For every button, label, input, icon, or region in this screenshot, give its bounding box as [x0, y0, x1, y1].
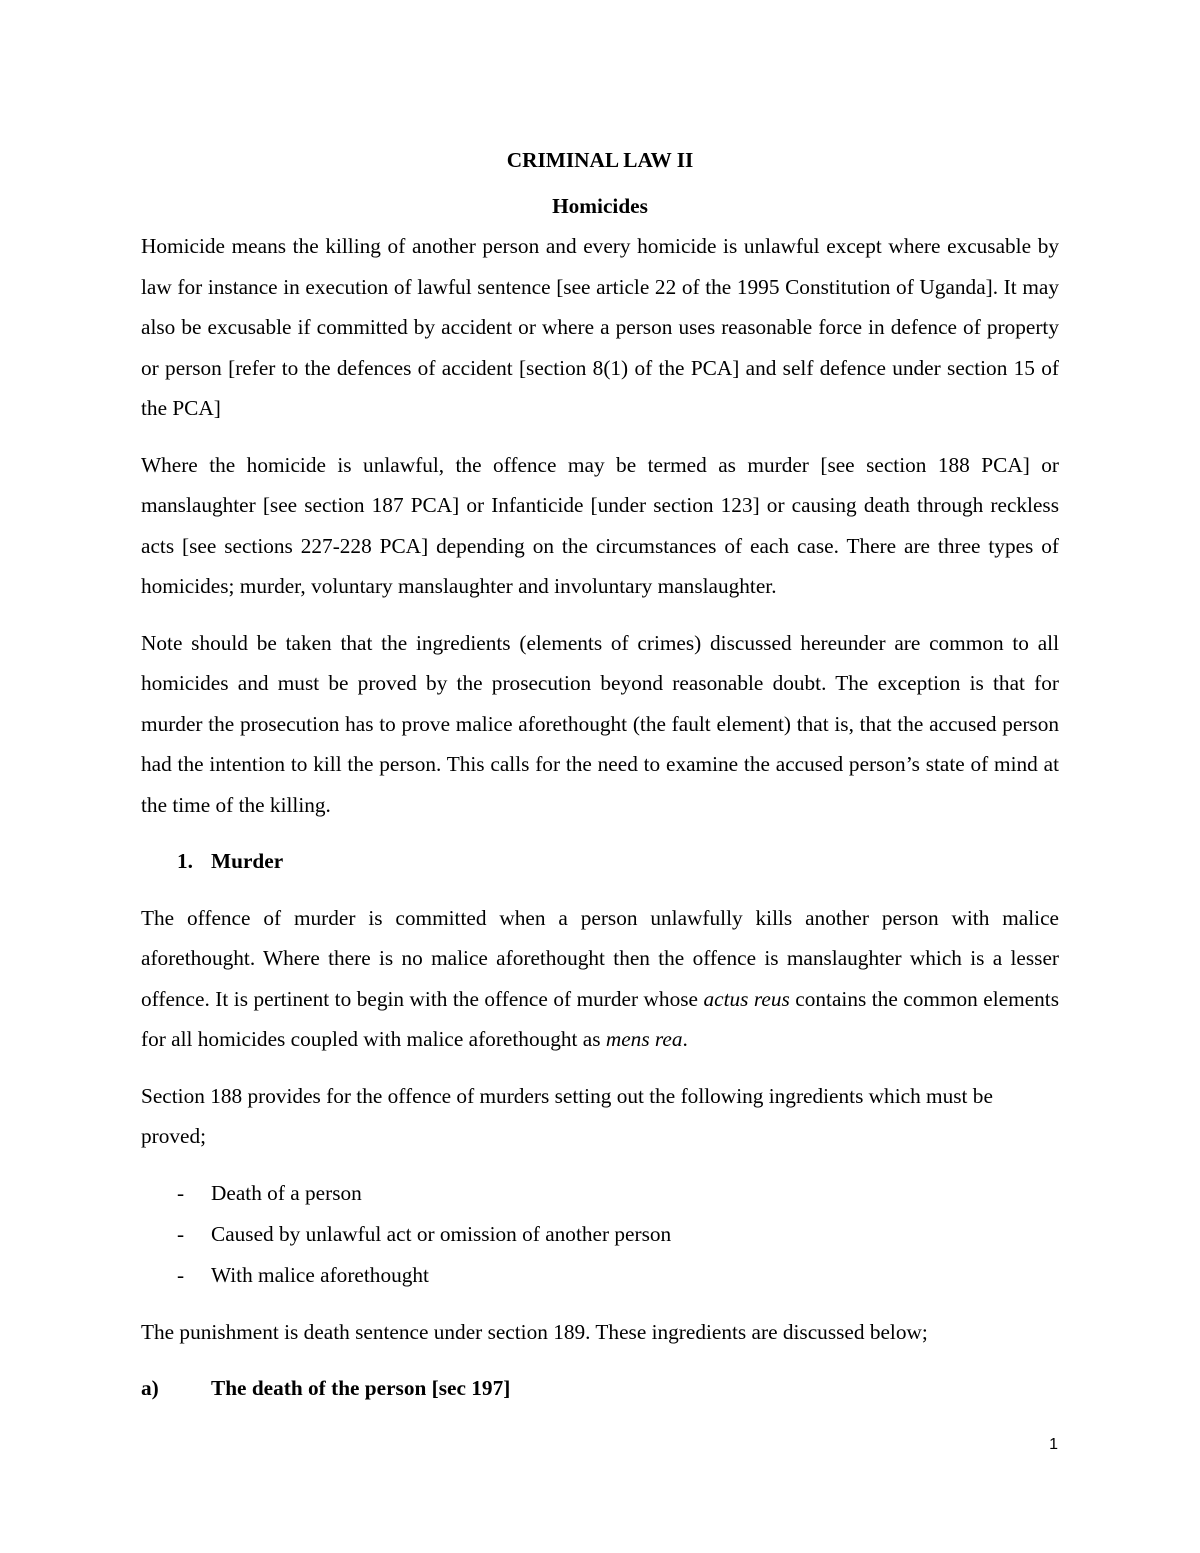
- dash-bullet: -: [177, 1262, 185, 1287]
- subsection-heading-label: The death of the person [sec 197]: [211, 1376, 511, 1400]
- italic-term-mens-rea: mens rea: [605, 1027, 683, 1051]
- paragraph-section-188: Section 188 provides for the offence of murders setting out the following ingredients which must be proved;: [141, 1083, 993, 1148]
- document-title: CRIMINAL LAW II: [506, 148, 694, 172]
- section-heading-label: Murder: [211, 849, 284, 873]
- dash-bullet: -: [177, 1221, 185, 1246]
- list-item-text: Death of a person: [211, 1180, 362, 1205]
- list-item-text: Caused by unlawful act or omission of another person: [211, 1221, 672, 1246]
- list-item: [141, 1255, 1059, 1296]
- section-number: 1.: [177, 849, 193, 873]
- text-run: The offence of murder is committed when a person unlawfully kills another person with malice aforethought. Where there is no malice aforethought then the offence is manslaughter which is a lesser offence. It is pertinent to begin with the offence of murder whose: [141, 905, 1059, 1011]
- paragraph-unlawful-homicide: Where the homicide is unlawful, the offence may be termed as murder [see section 188 PCA] or manslaughter [see section 187 PCA] or Infanticide [under section 123] or causing death through reckless acts [see sections 227-228 PCA] depending on the circumstances of each case. There are three types of homicides; murder, voluntary manslaughter and involuntary manslaughter.: [141, 452, 1059, 598]
- ingredients-list: [141, 1173, 1059, 1296]
- paragraph-murder-definition: [141, 898, 1059, 1060]
- paragraph-ingredients-note: Note should be taken that the ingredients (elements of crimes) discussed hereunder are common to all homicides and must be proved by the prosecution beyond reasonable doubt. The exception is that for murder the prosecution has to prove malice aforethought (the fault element) that is, that the accused person had the intention to kill the person. This calls for the need to examine the accused person’s state of mind at the time of the killing.: [141, 630, 1059, 817]
- page-number: 1: [1049, 1436, 1058, 1453]
- document-body: [141, 140, 1059, 1425]
- subsection-number: a): [141, 1376, 159, 1400]
- subsection-heading-death: [141, 1368, 1059, 1409]
- italic-term-actus-reus: actus reus: [703, 986, 790, 1011]
- list-item: [141, 1173, 1059, 1214]
- document-subtitle: Homicides: [552, 193, 648, 218]
- dash-bullet: -: [177, 1180, 185, 1205]
- text-run: contains the common elements for all homicides coupled with malice aforethought as: [141, 986, 1059, 1051]
- text-run: .: [682, 1027, 688, 1051]
- list-item: [141, 1214, 1059, 1255]
- paragraph-punishment: The punishment is death sentence under section 189. These ingredients are discussed below;: [141, 1319, 928, 1344]
- section-heading-murder: [141, 841, 1059, 882]
- list-item-text: With malice aforethought: [211, 1262, 429, 1287]
- paragraph-homicide-definition: Homicide means the killing of another person and every homicide is unlawful except where excusable by law for instance in execution of lawful sentence [see article 22 of the 1995 Constitution of Uganda]. It may also be excusable if committed by accident or where a person uses reasonable force in defence of property or person [refer to the defences of accident [section 8(1) of the PCA] and self defence under section 15 of the PCA]: [141, 234, 1059, 420]
